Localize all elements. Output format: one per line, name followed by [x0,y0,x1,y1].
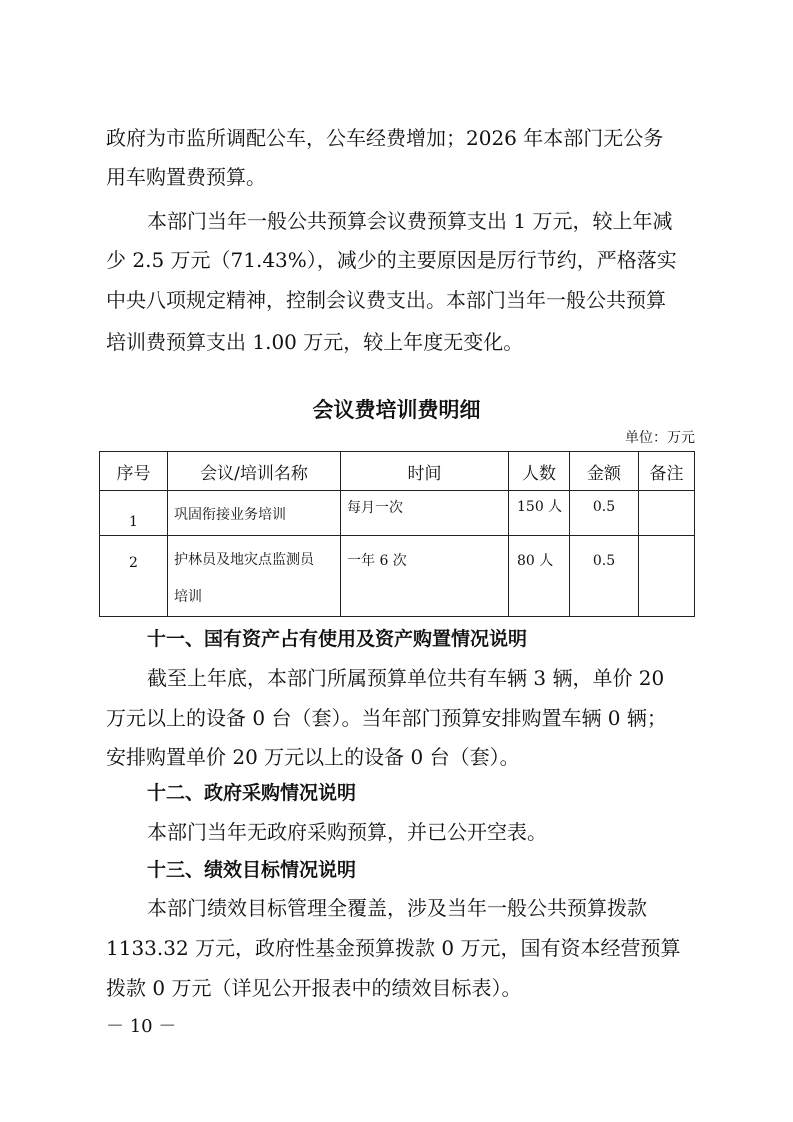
paragraph-line: 本部门当年一般公共预算会议费预算支出 1 万元，较上年减 [147,209,673,233]
cell-seq: 2 [100,536,168,617]
cell-seq: 1 [100,491,168,536]
cell-time: 每月一次 [341,491,509,536]
paragraph-line: 拨款 0 万元（详见公开报表中的绩效目标表）。 [106,976,522,1000]
table-header-row [100,452,695,491]
cell-name: 护林员及地灾点监测员 培训 [168,536,341,617]
paragraph-line: 中央八项规定精神，控制会议费支出。本部门当年一般公共预算 [106,288,666,312]
cell-note [639,491,695,536]
paragraph-line: 培训费预算支出 1.00 万元，较上年度无变化。 [106,330,524,354]
page-number: － 10 － [106,1016,177,1037]
cell-time: 一年 6 次 [341,536,509,617]
cell-note [639,536,695,617]
header-people: 人数 [509,452,570,491]
paragraph-line: 少 2.5 万元（71.43%），减少的主要原因是厉行节约，严格落实 [106,248,677,272]
header-amount: 金额 [570,452,639,491]
header-seq: 序号 [100,452,168,491]
paragraph-line: 本部门当年无政府采购预算，并已公开空表。 [147,820,547,844]
table-title: 会议费培训费明细 [312,398,481,422]
table-row [100,491,695,536]
paragraph-line: 本部门绩效目标管理全覆盖，涉及当年一般公共预算拨款 [147,896,647,920]
paragraph-line: 安排购置单价 20 万元以上的设备 0 台（套）。 [106,745,520,769]
paragraph-line: 政府为市监所调配公车，公车经费增加；2026 年本部门无公务 [106,126,664,150]
paragraph-line: 用车购置费预算。 [106,165,266,189]
header-time: 时间 [341,452,509,491]
header-note: 备注 [639,452,695,491]
header-name: 会议/培训名称 [168,452,341,491]
expense-table [99,451,695,617]
cell-people: 150 人 [509,491,570,536]
cell-people: 80 人 [509,536,570,617]
paragraph-line: 1133.32 万元，政府性基金预算拨款 0 万元，国有资本经营预算 [106,936,681,960]
paragraph-line: 截至上年底，本部门所属预算单位共有车辆 3 辆，单价 20 [147,666,665,690]
table-unit: 单位：万元 [625,430,695,446]
cell-amount: 0.5 [570,491,639,536]
section-heading: 十一、国有资产占有使用及资产购置情况说明 [147,628,528,650]
cell-name: 巩固衔接业务培训 [168,491,341,536]
table-row [100,536,695,617]
section-heading: 十三、绩效目标情况说明 [147,859,357,881]
cell-amount: 0.5 [570,536,639,617]
section-heading: 十二、政府采购情况说明 [147,782,357,804]
paragraph-line: 万元以上的设备 0 台（套）。当年部门预算安排购置车辆 0 辆； [106,706,667,730]
